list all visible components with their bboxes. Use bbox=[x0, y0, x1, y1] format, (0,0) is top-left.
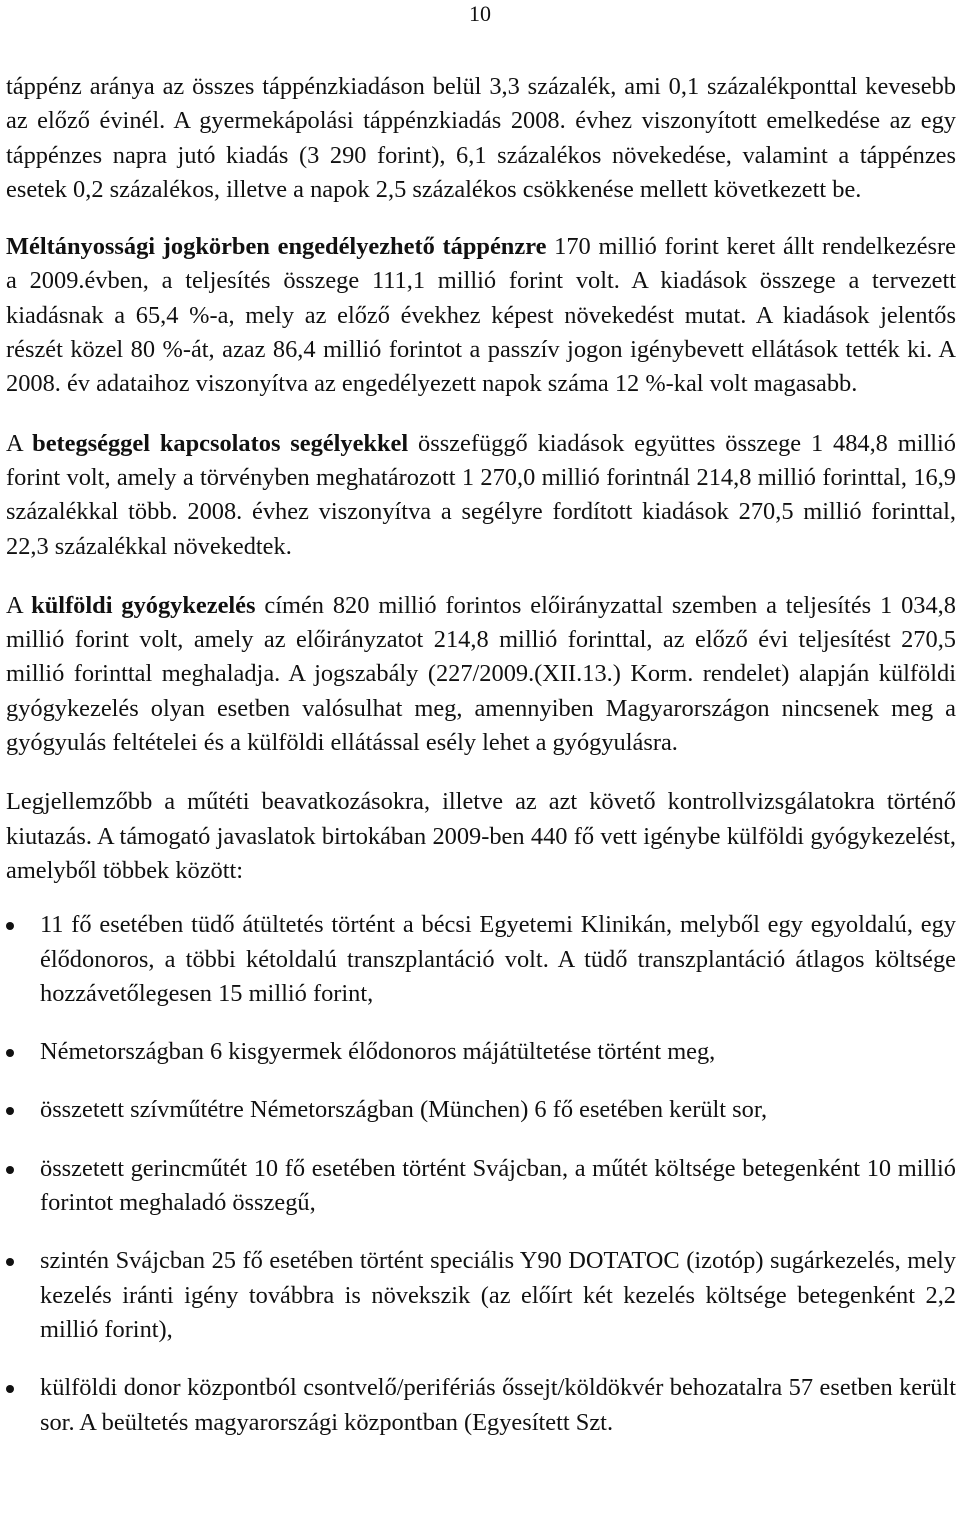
paragraph-text: 170 millió forint keret állt rendelkezésre a 2009.évben, a teljesítés összege 111,1 millió forint volt. A kiadások összege a tervezett kiadásnak a 65,4 %-a, mely az előző évekhez képest növekedést mutat. A kiadások jelentős részét közel 80 %-át, azaz 86,4 millió forintot a passzív jogon igénybevett ellátások tették ki. A 2008. év adataihoz viszonyítva az engedélyezett napok száma 12 %-kal volt magasabb. bbox=[6, 233, 956, 398]
paragraph-text: címén 820 millió forintos előirányzattal szemben a teljesítés 1 034,8 millió forint volt, amely az előirányzatot 214,8 millió forinttal, az előző évi teljesítést 270,5 millió forinttal meghaladja. A jogszabály (227/2009.(XII.13.) Korm. rendelet) alapján külföldi gyógykezelés olyan esetben valósulhat meg, amennyiben Magyarországon nincsenek meg a gyógyulás feltételei és a külföldi ellátással esély lehet a gyógyulásra. bbox=[6, 591, 956, 757]
list-item bbox=[6, 1371, 956, 1440]
bullet-dot-icon bbox=[6, 1049, 14, 1057]
bullet-list bbox=[6, 908, 956, 1440]
document-body bbox=[6, 70, 956, 1464]
list-item-text: összetett gerincműtét 10 fő esetében történt Svájcban, a műtét költsége betegenként 10 millió forintot meghaladó összegű, bbox=[40, 1154, 956, 1217]
paragraph-most-typical: Legjellemzőbb a műtéti beavatkozásokra, illetve az azt követő kontrollvizsgálatokra történő kiutazás. A támogató javaslatok birtokában 2009-ben 440 fő vett igénybe külföldi gyógykezelést, amelyből többek között: bbox=[6, 788, 956, 884]
page-number: 10 bbox=[469, 1, 491, 26]
list-item-text: Németországban 6 kisgyermek élődonoros májátültetése történt meg, bbox=[40, 1038, 716, 1066]
paragraph-text: A bbox=[6, 429, 33, 457]
paragraph-sick-pay-ratio: táppénz aránya az összes táppénzkiadáson belül 3,3 százalék, ami 0,1 százalékponttal kevesebb az előző évinél. A gyermekápolási táppénzkiadás 2008. évhez viszonyított emelkedése az egy táppénzes napra jutó kiadás (3 290 forint), 6,1 százalékos növekedése, valamint a táppénzes esetek 0,2 százalékos, illetve a napok 2,5 százalékos csökkenése mellett következett be. bbox=[6, 73, 956, 203]
list-item bbox=[6, 908, 956, 1011]
paragraph-text: összefüggő kiadások együttes összege 1 484,8 millió forint volt, amely a törvényben meghatározott 1 270,0 millió forintnál 214,8 millió forinttal, 16,9 százalékkal több. 2008. évhez viszonyítva a segélyre fordított kiadások 270,5 millió forinttal, 22,3 százalékkal növekedtek. bbox=[6, 429, 956, 560]
paragraph-foreign-treatment bbox=[6, 589, 956, 760]
list-item bbox=[6, 1093, 956, 1127]
list-item bbox=[6, 1152, 956, 1221]
bullet-dot-icon bbox=[6, 1258, 14, 1266]
bold-term-equity-sick-pay: Méltányossági jogkörben engedélyezhető táppénzre bbox=[6, 233, 547, 261]
bullet-dot-icon bbox=[6, 1166, 14, 1174]
paragraph-equity-sick-pay bbox=[6, 230, 956, 401]
list-item-text: 11 fő esetében tüdő átültetés történt a bécsi Egyetemi Klinikán, melyből egy egyoldalú, egy élődonoros, a többi kétoldalú transzplantáció volt. A tüdő transzplantáció átlagos költsége hozzávetőlegesen 15 millió forint, bbox=[40, 911, 956, 1007]
bullet-dot-icon bbox=[6, 1107, 14, 1115]
list-item bbox=[6, 1035, 956, 1069]
list-item bbox=[6, 1244, 956, 1347]
bold-term-foreign-treatment: külföldi gyógykezelés bbox=[31, 591, 256, 619]
bold-term-illness-benefits: betegséggel kapcsolatos segélyekkel bbox=[32, 429, 409, 457]
paragraph-text: A bbox=[6, 591, 32, 619]
list-item-text: külföldi donor központból csontvelő/perifériás őssejt/köldökvér behozatalra 57 esetben került sor. A beültetés magyarországi központban (Egyesített Szt. bbox=[40, 1374, 956, 1436]
list-item-text: összetett szívműtétre Németországban (München) 6 fő esetében került sor, bbox=[40, 1096, 768, 1124]
bullet-dot-icon bbox=[6, 1385, 14, 1393]
bullet-dot-icon bbox=[6, 922, 14, 930]
paragraph-illness-benefits bbox=[6, 427, 956, 564]
list-item-text: szintén Svájcban 25 fő esetében történt speciális Y90 DOTATOC (izotóp) sugárkezelés, mely kezelés iránti igény továbbra is növekszik (az előírt két kezelés költsége betegenként 2,2 millió forint), bbox=[40, 1247, 956, 1343]
